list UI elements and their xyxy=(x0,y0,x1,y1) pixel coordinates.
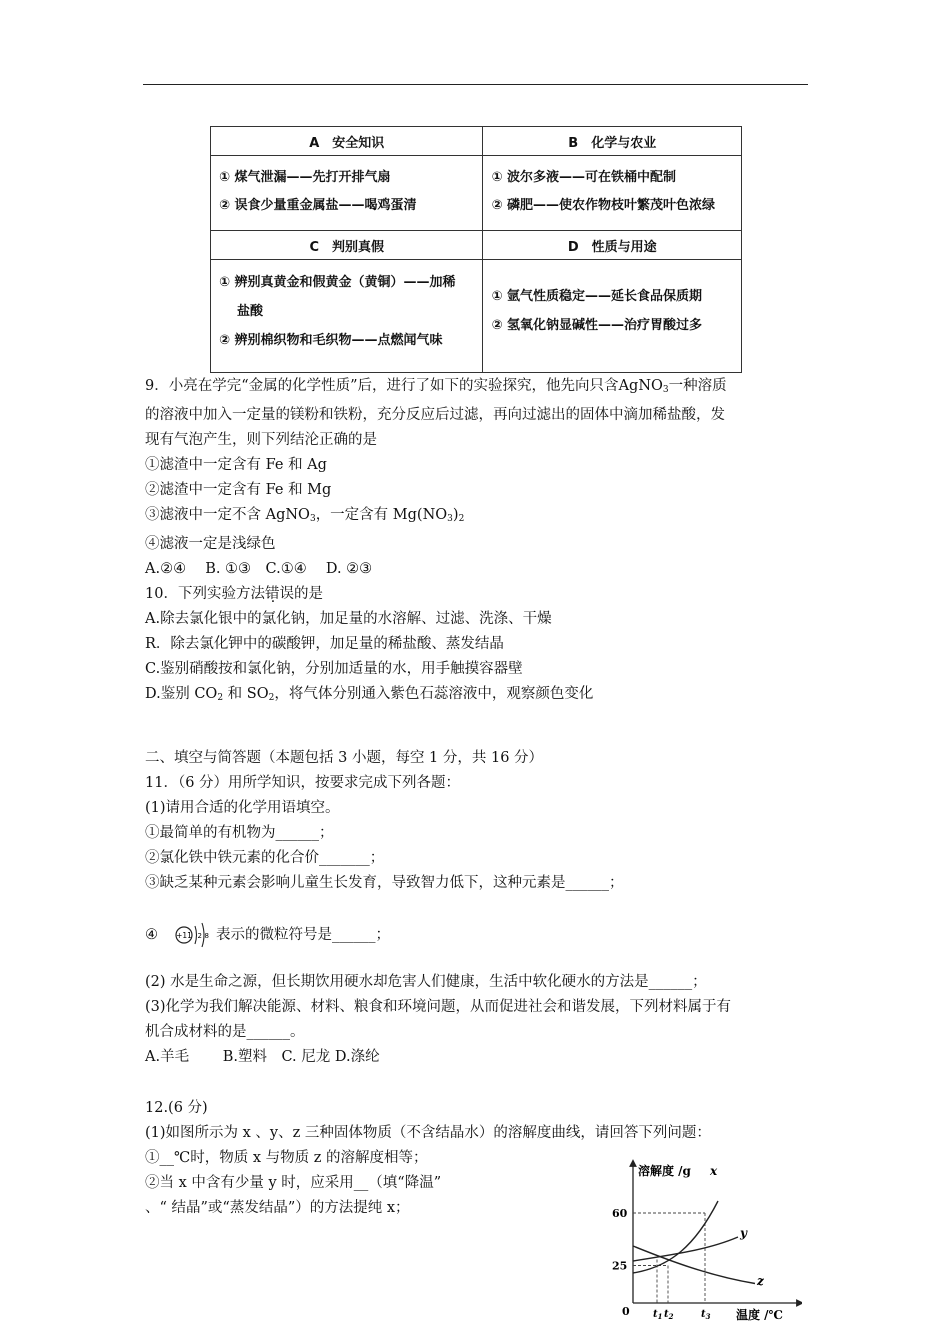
d-item-2: ② 氢氧化钠显碱性——治疗胃酸过多 xyxy=(491,318,703,333)
q11-part-2: (2) 水是生命之源，但长期饮用硬水却危害人们健康，生活中软化硬水的方法是______； xyxy=(145,974,707,990)
q9-option-2: ②滤渣中一定含有 Fe 和 Mg xyxy=(145,482,332,498)
d-item-1: ① 氩气性质稳定——延长食品保质期 xyxy=(491,289,703,304)
series-y-curve xyxy=(633,1237,738,1261)
solubility-chart xyxy=(600,1153,802,1323)
q10-option-a: A.除去氯化银中的氯化钠，加足量的水溶解、过滤、洗涤、干燥 xyxy=(145,611,552,627)
q12-part-1: (1)如图所示为 x 、y、z 三种固体物质（不含结晶水）的溶解度曲线，请回答下列问题： xyxy=(145,1125,711,1141)
q11-choices: A.羊毛 B.塑料 C. 尼龙 D.涤纶 xyxy=(145,1049,380,1065)
x-tick-t2: $t_2$ xyxy=(664,1309,674,1321)
a-item-1: ① 煤气泄漏——先打开排气扇 xyxy=(219,170,391,185)
series-y-label: y xyxy=(740,1226,747,1240)
cell-a-title xyxy=(211,127,483,156)
c-item-1-cont: 盐酸 xyxy=(237,304,264,319)
q11-sub-4 xyxy=(145,918,810,952)
a-title: A 安全知识 xyxy=(309,135,385,151)
sodium-ion-diagram xyxy=(174,918,212,952)
c-item-1: ① 辨别真黄金和假黄金（黄铜）——加稀 xyxy=(219,275,456,290)
q11-sub-2: ②氯化铁中铁元素的化合价_______； xyxy=(145,850,385,866)
cell-c-title xyxy=(211,231,483,260)
b-title: B 化学与农业 xyxy=(568,135,657,151)
q11-sub-1: ①最简单的有机物为______； xyxy=(145,825,334,841)
section-2 xyxy=(145,746,810,896)
y-tick-60: 60 xyxy=(612,1207,628,1220)
q12-sub-2-line-2: 、“ 结晶”或“蒸发结晶”）的方法提纯 x； xyxy=(145,1200,410,1216)
svg-text:+11: +11 xyxy=(176,931,192,940)
q11-part-3-line-1: (3)化学为我们解决能源、材料、粮食和环境问题，从而促进社会和谐发展，下列材料属于有 xyxy=(145,999,732,1015)
q9-option-3: ③滤液中一定不含 AgNO$_3$，一定含有 $Mg(NO_3)_2$ xyxy=(145,507,465,524)
q10-option-c: C.鉴别硝酸按和氯化钠，分别加适量的水，用手触摸容器壁 xyxy=(145,661,523,677)
x-tick-t1: $t_1$ xyxy=(653,1309,663,1321)
q9-line-2: 的溶液中加入一定量的镁粉和铁粉，充分反应后过滤，再向过滤出的固体中滴加稀盐酸，发 xyxy=(145,407,725,423)
header-rule xyxy=(143,84,808,85)
knowledge-table xyxy=(210,126,742,373)
q11-sub-3: ③缺乏某种元素会影响儿童生长发育，导致智力低下，这种元素是______； xyxy=(145,875,624,891)
b-item-1: ① 波尔多液——可在铁桶中配制 xyxy=(491,170,677,185)
y-tick-25: 25 xyxy=(612,1259,628,1273)
q12-sub-1: ①__℃时，物质 x 与物质 z 的溶解度相等； xyxy=(145,1150,428,1166)
q9-line-1: 9．小亮在学完“金属的化学性质”后，进行了如下的实验探究，他先向只含AgNO$_3$一种溶质 xyxy=(145,378,727,395)
q11-sub-4-text: 表示的微粒符号是______； xyxy=(216,927,390,943)
q12-stem: 12.(6 分) xyxy=(145,1100,208,1116)
cell-c-body xyxy=(211,260,483,373)
q9-choices: A.②④ B. ①③ C.①④ D. ②③ xyxy=(145,561,373,577)
series-x-label: x xyxy=(710,1164,718,1178)
d-title: D 性质与用途 xyxy=(567,239,657,255)
svg-text:2: 2 xyxy=(197,932,202,940)
guide-lines xyxy=(633,1213,705,1303)
a-item-2: ② 误食少量重金属盐——喝鸡蛋清 xyxy=(219,198,417,213)
x-tick-t3: $t_3$ xyxy=(701,1309,711,1321)
cell-d-body xyxy=(483,260,742,373)
x-axis-label: 温度 /℃ xyxy=(736,1308,783,1322)
q10-stem: 10．下列实验方法错误的是 xyxy=(145,586,323,602)
q9-line-3: 现有气泡产生，则下列结沦正确的是 xyxy=(145,432,377,448)
q11-part-1: (1)请用合适的化学用语填空。 xyxy=(145,800,340,816)
q12-sub-2-line-1: ②当 x 中含有少量 y 时，应采用__（填“降温” xyxy=(145,1175,442,1191)
q11-stem: 11．（6 分）用所学知识，按要求完成下列各题： xyxy=(145,775,461,791)
q9-option-1: ①滤渣中一定含有 Fe 和 Ag xyxy=(145,457,327,473)
section-2-heading: 二、填空与简答题（本题包括 3 小题，每空 1 分，共 16 分） xyxy=(145,750,544,766)
q9-option-4: ④滤液一定是浅绿色 xyxy=(145,536,276,552)
b-item-2: ② 磷肥——使农作物枝叶繁茂叶色浓绿 xyxy=(491,198,716,213)
svg-text:8: 8 xyxy=(204,932,209,940)
question-9 xyxy=(145,374,810,711)
y-axis-label: 溶解度 /g xyxy=(638,1164,691,1178)
q10-option-b: R．除去氯化钾中的碳酸钾，加足量的稀盐酸、蒸发结晶 xyxy=(145,636,504,652)
origin-label: 0 xyxy=(622,1305,630,1318)
cell-d-title xyxy=(483,231,742,260)
q11-sub-4-num: ④ xyxy=(145,927,158,943)
q11-part-3-line-2: 机合成材料的是______。 xyxy=(145,1024,305,1040)
series-z-label: z xyxy=(757,1274,764,1288)
c-title: C 判别真假 xyxy=(309,239,385,255)
cell-a-body xyxy=(211,156,483,231)
cell-b-title xyxy=(483,127,742,156)
q10-option-d: D.鉴别 $CO_2$ 和 $SO_2$，将气体分别通入紫色石蕊溶液中，观察颜色变化 xyxy=(145,686,594,703)
series-z-curve xyxy=(633,1246,755,1284)
q11-rest xyxy=(145,970,810,1070)
cell-b-body xyxy=(483,156,742,231)
c-item-2: ② 辨别棉织物和毛织物——点燃闻气味 xyxy=(219,333,443,348)
